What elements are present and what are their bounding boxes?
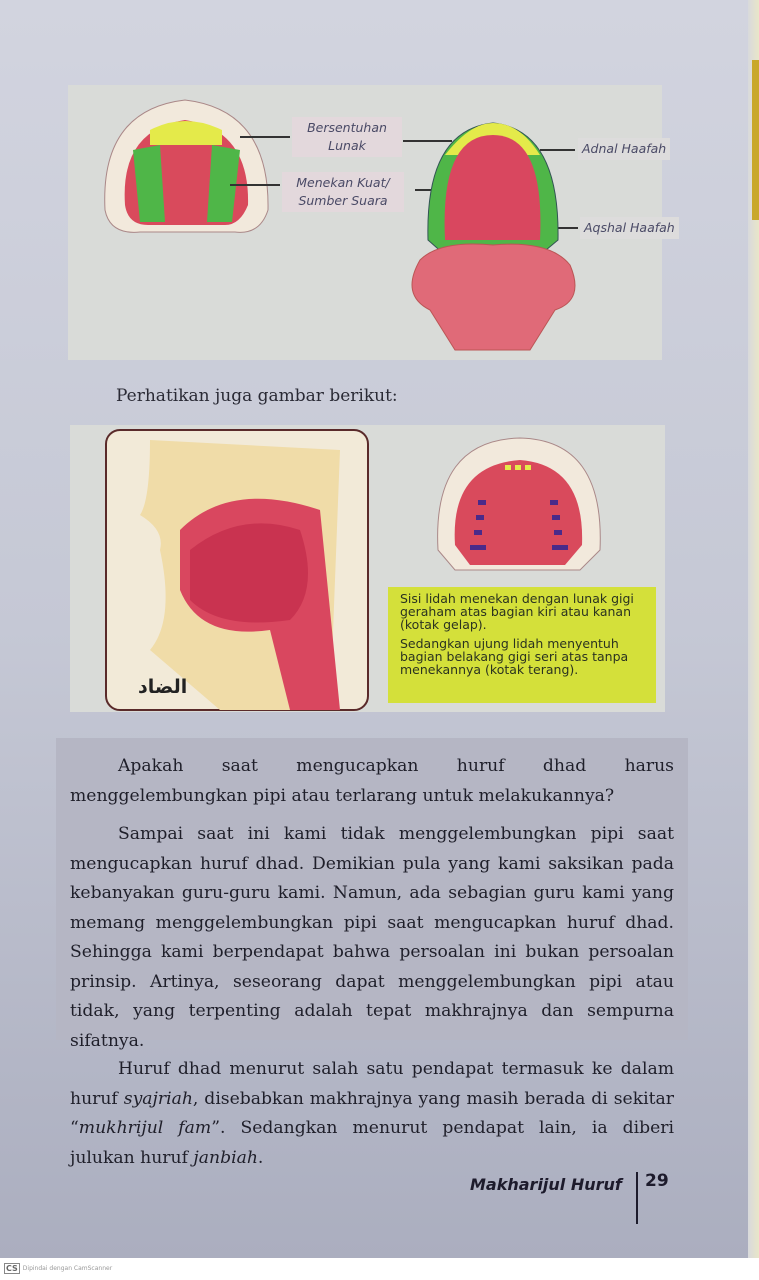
label-line: Lunak	[328, 138, 366, 153]
question-text: Apakah saat mengucapkan huruf dhad harus menggelembungkan pipi atau terlarang untuk melakukannya?	[70, 756, 674, 806]
question-paragraph	[70, 752, 674, 811]
scanner-watermark	[4, 1263, 112, 1274]
arabic-dhad-label: الضاد	[138, 676, 188, 698]
label-aqshal-haafah: Aqshal Haafah	[580, 217, 679, 239]
label-bersentuhan-lunak	[292, 117, 402, 157]
highlight-note	[388, 587, 656, 703]
running-footer-title: Makharijul Huruf	[470, 1175, 622, 1194]
head-crosssection-drawing	[106, 430, 368, 710]
answer-text: Sampai saat ini kami tidak menggelembungkan pipi saat mengucapkan huruf dhad. Demikian pula yang kami saksikan pada kebanyakan guru-guru kami. Namun, ada sebagian guru kami yang memang menggelembungkan pipi saat mengucapkan huruf dhad. Sehingga kami berpendapat bahwa persoalan ini bukan persoalan prinsip. Artinya, seseorang dapat menggelembungkan pipi atau tidak, yang terpenting adalah tepat makhrajnya dan sempurna sifatnya.	[70, 824, 674, 1051]
label-adnal-haafah: Adnal Haafah	[578, 138, 670, 160]
upper-palate-drawing	[105, 100, 268, 232]
note-1: Sisi lidah menekan dengan lunak gigi geraham atas bagian kiri atau kanan (kotak gelap).	[400, 591, 634, 632]
text: ”. Sedangkan menurut pendapat lain, ia diberi julukan huruf	[70, 1118, 674, 1168]
term-janbiah: janbiah	[193, 1147, 258, 1168]
page-number: 29	[645, 1171, 669, 1191]
camscanner-logo: CS	[6, 1264, 18, 1273]
dhad-paragraph	[70, 1055, 674, 1173]
text: .	[257, 1147, 264, 1168]
watermark-text: Dipindai dengan CamScanner	[22, 1265, 113, 1272]
label-line: Menekan Kuat/	[296, 175, 390, 190]
tongue-drawing	[412, 123, 575, 350]
figure-caption: Perhatikan juga gambar berikut:	[116, 386, 398, 406]
palate-dots-drawing	[438, 438, 601, 570]
label-line: Sumber Suara	[298, 193, 388, 208]
text: Huruf dhad menurut salah satu pendapat termasuk ke dalam huruf	[70, 1059, 674, 1109]
label-menekan-kuat	[282, 172, 404, 212]
text: , disebabkan makhrajnya yang masih berada di sekitar “	[70, 1088, 674, 1138]
answer-paragraph	[70, 820, 674, 1056]
footer-divider	[636, 1172, 638, 1224]
note-2: Sedangkan ujung lidah menyentuh bagian belakang gigi seri atas tanpa menekannya (kotak terang).	[400, 636, 629, 677]
term-syajriah: syajriah	[123, 1088, 193, 1109]
label-line: Bersentuhan	[307, 120, 387, 135]
term-mukhrijul-fam: mukhrijul fam	[78, 1118, 212, 1138]
